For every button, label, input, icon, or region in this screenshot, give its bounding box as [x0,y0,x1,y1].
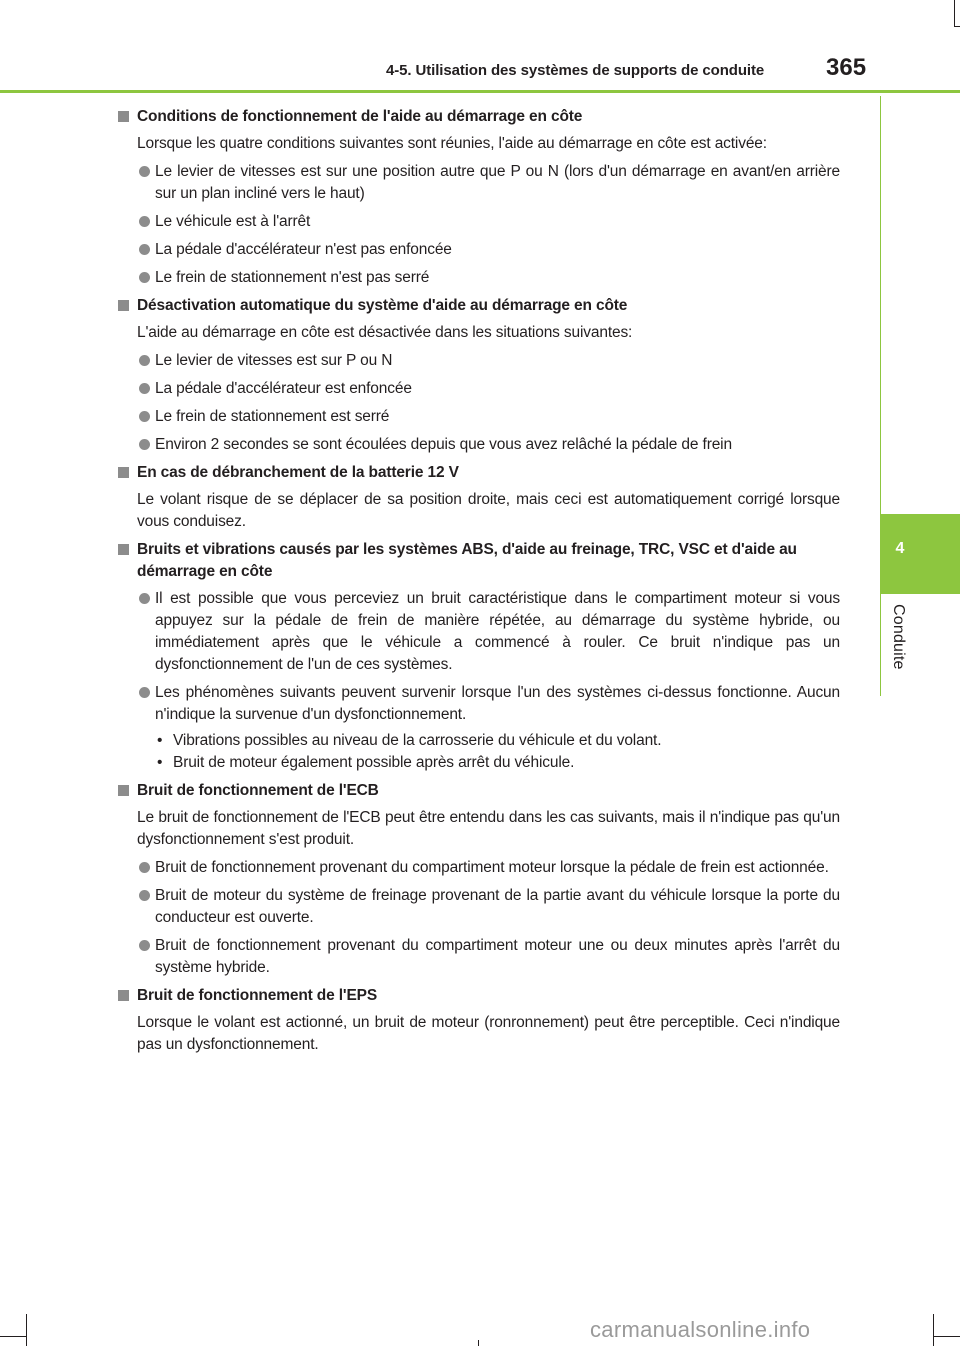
crop-mark [478,1340,479,1346]
bullet-icon [139,411,150,422]
section-title: Bruit de fonctionnement de l'EPS [118,985,840,1007]
list-item: La pédale d'accélérateur n'est pas enfoncée [118,239,840,261]
bullet-icon [139,166,150,177]
sub-bullet-icon: • [157,754,163,771]
section-title: Bruit de fonctionnement de l'ECB [118,780,840,802]
page-number: 365 [826,54,867,81]
section-intro: Lorsque le volant est actionné, un bruit de moteur (ronronnement) peut être perceptible. Ceci n'indique pas un dysfonctionnement. [137,1014,840,1053]
bullet-icon [139,244,150,255]
list-item: Le frein de stationnement est serré [118,406,840,428]
section-noise-vibration [118,539,840,774]
bullet-icon [139,216,150,227]
bullet-icon [139,383,150,394]
square-marker-icon [118,785,129,796]
list-item: Bruit de fonctionnement provenant du compartiment moteur une ou deux minutes après l'arrêt du système hybride. [118,935,840,979]
bullet-icon [139,687,150,698]
square-marker-icon [118,467,129,478]
list-item: Le véhicule est à l'arrêt [118,211,840,233]
section-title: Bruits et vibrations causés par les systèmes ABS, d'aide au freinage, TRC, VSC et d'aide au démarrage en côte [118,539,840,583]
crop-mark [933,1314,934,1346]
section-battery-disconnect [118,462,840,533]
watermark: carmanualsonline.info [590,1317,811,1342]
bullet-icon [139,439,150,450]
bullet-icon [139,890,150,901]
section-ecb-noise [118,780,840,979]
sub-list-item: • Vibrations possibles au niveau de la carrosserie du véhicule et du volant. [118,730,840,752]
square-marker-icon [118,990,129,1001]
header-rule [0,90,960,93]
sub-bullet-icon: • [157,732,163,749]
chapter-tab[interactable] [880,514,960,594]
list-item: Le levier de vitesses est sur une position autre que P ou N (lors d'un démarrage en avant/en arrière sur un plan incliné vers le haut) [118,161,840,205]
list-item: Environ 2 secondes se sont écoulées depuis que vous avez relâché la pédale de frein [118,434,840,456]
bullet-icon [139,272,150,283]
section-intro: L'aide au démarrage en côte est désactivée dans les situations suivantes: [137,324,633,341]
list-item: Il est possible que vous perceviez un bruit caractéristique dans le compartiment moteur si vous appuyez sur la pédale de frein de manière répétée, au démarrage du système hybride, ou immédiatement après que le véhicule a commencé à rouler. Ce bruit n'indique pas un dysfonctionnement de l'un de ces systèmes. [118,588,840,676]
list-item: Bruit de fonctionnement provenant du compartiment moteur lorsque la pédale de frein est actionnée. [118,857,840,879]
chapter-label: Conduite [890,604,907,670]
square-marker-icon [118,111,129,122]
page-header [0,0,960,96]
section-hill-start-conditions [118,106,840,289]
section-intro: Lorsque les quatre conditions suivantes sont réunies, l'aide au démarrage en côte est activée: [137,135,767,152]
crop-mark [954,0,955,26]
section-eps-noise [118,985,840,1056]
section-title: Conditions de fonctionnement de l'aide au démarrage en côte [118,106,840,128]
bullet-icon [139,593,150,604]
list-item: La pédale d'accélérateur est enfoncée [118,378,840,400]
chapter-number: 4 [895,540,905,557]
sub-list-item: • Bruit de moteur également possible après arrêt du véhicule. [118,752,840,774]
list-item: Les phénomènes suivants peuvent survenir lorsque l'un des systèmes ci-dessus fonctionne. Aucun n'indique la survenue d'un dysfonctionnement. [118,682,840,726]
bullet-icon [139,355,150,366]
section-intro: Le bruit de fonctionnement de l'ECB peut être entendu dans les cas suivants, mais il n'indique pas qu'un dysfonctionnement s'est produit. [137,809,840,848]
header-section-title: 4-5. Utilisation des systèmes de supports de conduite [386,62,765,79]
crop-mark [26,1314,27,1346]
section-title: En cas de débranchement de la batterie 12 V [118,462,840,484]
crop-mark [934,1336,960,1337]
square-marker-icon [118,300,129,311]
section-intro: Le volant risque de se déplacer de sa position droite, mais ceci est automatiquement corrigé lorsque vous conduisez. [137,491,840,530]
bullet-icon [139,940,150,951]
list-item: Le frein de stationnement n'est pas serré [118,267,840,289]
crop-mark [0,1336,26,1337]
section-auto-deactivation [118,295,840,456]
section-title: Désactivation automatique du système d'aide au démarrage en côte [118,295,840,317]
side-divider [880,96,881,696]
list-item: Bruit de moteur du système de freinage provenant de la partie avant du véhicule lorsque la porte du conducteur est ouverte. [118,885,840,929]
crop-mark [954,26,960,27]
list-item: Le levier de vitesses est sur P ou N [118,350,840,372]
bullet-icon [139,862,150,873]
page-content [118,104,840,1062]
square-marker-icon [118,544,129,555]
